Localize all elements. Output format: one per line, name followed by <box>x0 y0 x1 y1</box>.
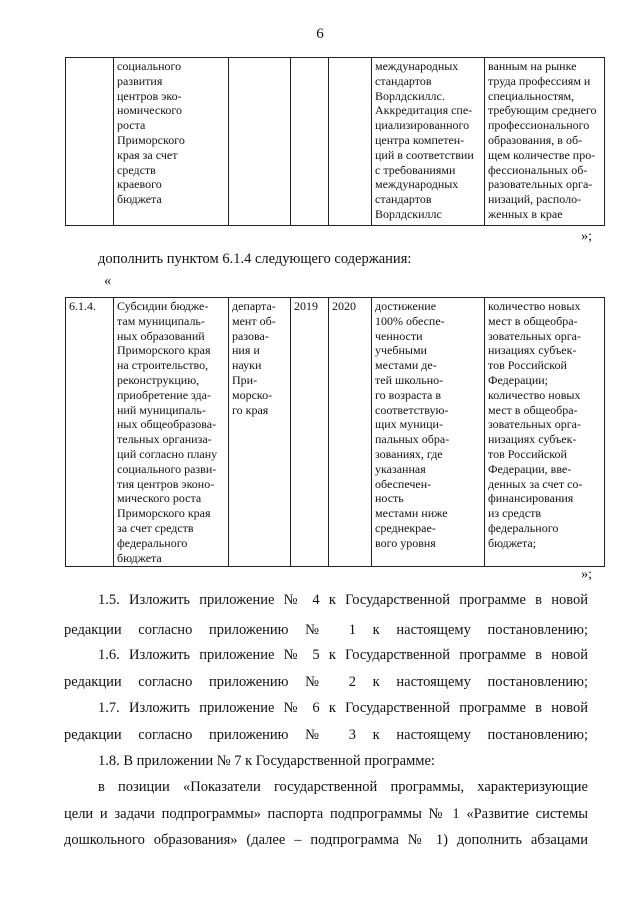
cell-text-line: стандартов <box>375 192 432 207</box>
cell-result <box>372 298 485 567</box>
cell-text-line: количество новых <box>488 387 581 402</box>
cell-text-line: При- <box>232 372 258 387</box>
cell-number <box>66 58 114 226</box>
cell-text-line: образования, в об- <box>488 132 583 147</box>
cell-text-line: края за счет <box>117 147 178 162</box>
paragraph-1-8: 1.8. В приложении № 7 к Государственной программе: <box>98 753 435 769</box>
paragraph-1-6-line-1: 1.6. Изложить приложение № 5 к Государственной программе в новой <box>98 647 588 663</box>
paragraph-1-5-line-1: 1.5. Изложить приложение № 4 к Государственной программе в новой <box>98 592 588 608</box>
table-new <box>65 297 605 567</box>
cell-text-line: количество новых <box>488 299 581 313</box>
cell-text-line: мест в общеобра- <box>488 402 578 417</box>
cell-result <box>372 58 485 226</box>
cell-text-line: местами де- <box>375 358 437 373</box>
cell-text-line: Ворлдскиллс. <box>375 88 445 103</box>
cell-text-line: средств <box>117 162 156 177</box>
cell-text-line: реконструкцию, <box>117 372 200 387</box>
cell-text-line: Федерации; <box>488 372 549 387</box>
cell-text-line: мент об- <box>232 313 276 328</box>
cell-text-line: Ворлдскиллс <box>375 206 442 221</box>
cell-text-line: 6.1.4. <box>69 299 96 313</box>
cell-indicator <box>485 298 605 567</box>
cell-text-line: разова- <box>232 328 269 343</box>
cell-text-line: Приморского <box>117 132 185 147</box>
cell-text-line: центра компетен- <box>375 132 465 147</box>
table-continued <box>65 57 605 226</box>
cell-text-line: щих муници- <box>375 417 443 432</box>
cell-text-line: за счет средств <box>117 520 194 535</box>
cell-text-line: бюджета <box>117 550 162 565</box>
cell-text-line: пальных обра- <box>375 432 450 447</box>
cell-text-line: тия центров эконо- <box>117 476 215 491</box>
cell-text-line: Аккредитация спе- <box>375 103 473 118</box>
cell-text-line: обеспечен- <box>375 476 432 491</box>
cell-text-line: 2020 <box>332 299 356 313</box>
cell-executor <box>229 298 291 567</box>
cell-text-line: низациях субъек- <box>488 343 577 358</box>
quote-end: »; <box>581 229 592 244</box>
cell-text-line: 2019 <box>294 299 318 313</box>
cell-text-line: денных за счет со- <box>488 476 583 491</box>
cell-text-line: разовательных орга- <box>488 177 593 192</box>
cell-text-line: мест в общеобра- <box>488 313 578 328</box>
cell-text-line: ний муниципаль- <box>117 402 206 417</box>
cell-text-line: департа- <box>232 299 276 313</box>
cell-text-line: социального <box>117 59 182 73</box>
cell-text-line: ность <box>375 491 404 506</box>
cell-text-line: федерального <box>488 520 559 535</box>
cell-text-line: женных в крае <box>488 206 563 221</box>
cell-text-line: го края <box>232 402 269 417</box>
cell-text-line: зовательных орга- <box>488 417 581 432</box>
cell-text-line: бюджета <box>117 192 162 207</box>
cell-text-line: науки <box>232 358 262 373</box>
cell-year-end <box>329 298 372 567</box>
cell-text-line: ций согласно плану <box>117 446 218 461</box>
cell-text-line: местами ниже <box>375 506 448 521</box>
cell-text-line: зованиях, где <box>375 446 443 461</box>
cell-text-line: 100% обеспе- <box>375 313 445 328</box>
cell-text-line: зовательных орга- <box>488 328 581 343</box>
cell-text-line: номического <box>117 103 183 118</box>
cell-year-start <box>291 298 329 567</box>
cell-text-line: профессионального <box>488 118 590 133</box>
paragraph-1-6-line-2: редакции согласно приложению № 2 к настоящему постановлению; <box>64 674 588 690</box>
cell-text-line: тов Российской <box>488 446 567 461</box>
cell-text-line: достижение <box>375 299 437 313</box>
cell-text-line: приобретение зда- <box>117 387 211 402</box>
cell-text-line: низациях субъек- <box>488 432 577 447</box>
cell-text-line: ных образований <box>117 328 205 343</box>
quote-end: »; <box>581 567 592 582</box>
cell-text-line: учебными <box>375 343 427 358</box>
cell-text-line: циализированного <box>375 118 470 133</box>
cell-text-line: вого уровня <box>375 535 436 550</box>
cell-text-line: социального разви- <box>117 461 217 476</box>
cell-text-line: фессиональных об- <box>488 162 588 177</box>
cell-executor <box>229 58 291 226</box>
cell-text-line: тельных организа- <box>117 432 212 447</box>
cell-text-line: указанная <box>375 461 426 476</box>
cell-text-line: бюджета; <box>488 535 537 550</box>
cell-text-line: из средств <box>488 506 541 521</box>
cell-text-line: Федерации, вве- <box>488 461 572 476</box>
cell-text-line: требующим среднего <box>488 103 597 118</box>
cell-text-line: федерального <box>117 535 188 550</box>
cell-text-line: международных <box>375 177 459 192</box>
cell-measure <box>114 298 229 567</box>
cell-text-line: Субсидии бюдже- <box>117 299 209 313</box>
cell-text-line: Приморского края <box>117 343 211 358</box>
cell-text-line: краевого <box>117 177 162 192</box>
cell-text-line: на строительство, <box>117 358 209 373</box>
intro-text: дополнить пунктом 6.1.4 следующего содержания: <box>98 251 412 267</box>
cell-text-line: морско- <box>232 387 273 402</box>
cell-text-line: развития <box>117 73 163 88</box>
cell-measure <box>114 58 229 226</box>
cell-year-end <box>329 58 372 226</box>
paragraph-1-7-line-1: 1.7. Изложить приложение № 6 к Государственной программе в новой <box>98 700 588 716</box>
cell-year-start <box>291 58 329 226</box>
cell-text-line: ченности <box>375 328 423 343</box>
paragraph-1-7-line-2: редакции согласно приложению № 3 к настоящему постановлению; <box>64 727 588 743</box>
cell-text-line: финансирования <box>488 491 574 506</box>
paragraph-1-5-line-2: редакции согласно приложению № 1 к настоящему постановлению; <box>64 622 588 638</box>
cell-text-line: среднекрае- <box>375 520 436 535</box>
cell-text-line: ния и <box>232 343 260 358</box>
cell-text-line: тей школьно- <box>375 372 444 387</box>
paragraph-position-line-1: в позиции «Показатели государственной программы, характеризующие <box>98 779 588 795</box>
cell-text-line: тов Российской <box>488 358 567 373</box>
cell-text-line: ванным на рынке <box>488 59 577 73</box>
cell-text-line: центров эко- <box>117 88 182 103</box>
cell-indicator <box>485 58 605 226</box>
cell-text-line: ций в соответствии <box>375 147 474 162</box>
cell-text-line: го возраста в <box>375 387 441 402</box>
page-number: 6 <box>316 26 324 42</box>
paragraph-position-line-2: цели и задачи подпрограммы» паспорта подпрограммы № 1 «Развитие системы <box>64 806 588 822</box>
cell-text-line: там муниципаль- <box>117 313 205 328</box>
cell-text-line: ных общеобразова- <box>117 417 217 432</box>
cell-text-line: щем количестве про- <box>488 147 596 162</box>
cell-text-line: труда профессиям и <box>488 73 591 88</box>
table-row <box>66 58 605 226</box>
cell-text-line: стандартов <box>375 73 432 88</box>
cell-text-line: мического роста <box>117 491 202 506</box>
cell-text-line: соответствую- <box>375 402 449 417</box>
quote-open: « <box>104 273 112 289</box>
cell-text-line: международных <box>375 59 459 73</box>
cell-text-line: с требованиями <box>375 162 456 177</box>
cell-number <box>66 298 114 567</box>
table-row <box>66 298 605 567</box>
cell-text-line: низаций, располо- <box>488 192 582 207</box>
paragraph-position-line-3: дошкольного образования» (далее – подпрограмма № 1) дополнить абзацами <box>64 832 588 848</box>
cell-text-line: роста <box>117 118 146 133</box>
cell-text-line: специальностям, <box>488 88 575 103</box>
cell-text-line: Приморского края <box>117 506 211 521</box>
